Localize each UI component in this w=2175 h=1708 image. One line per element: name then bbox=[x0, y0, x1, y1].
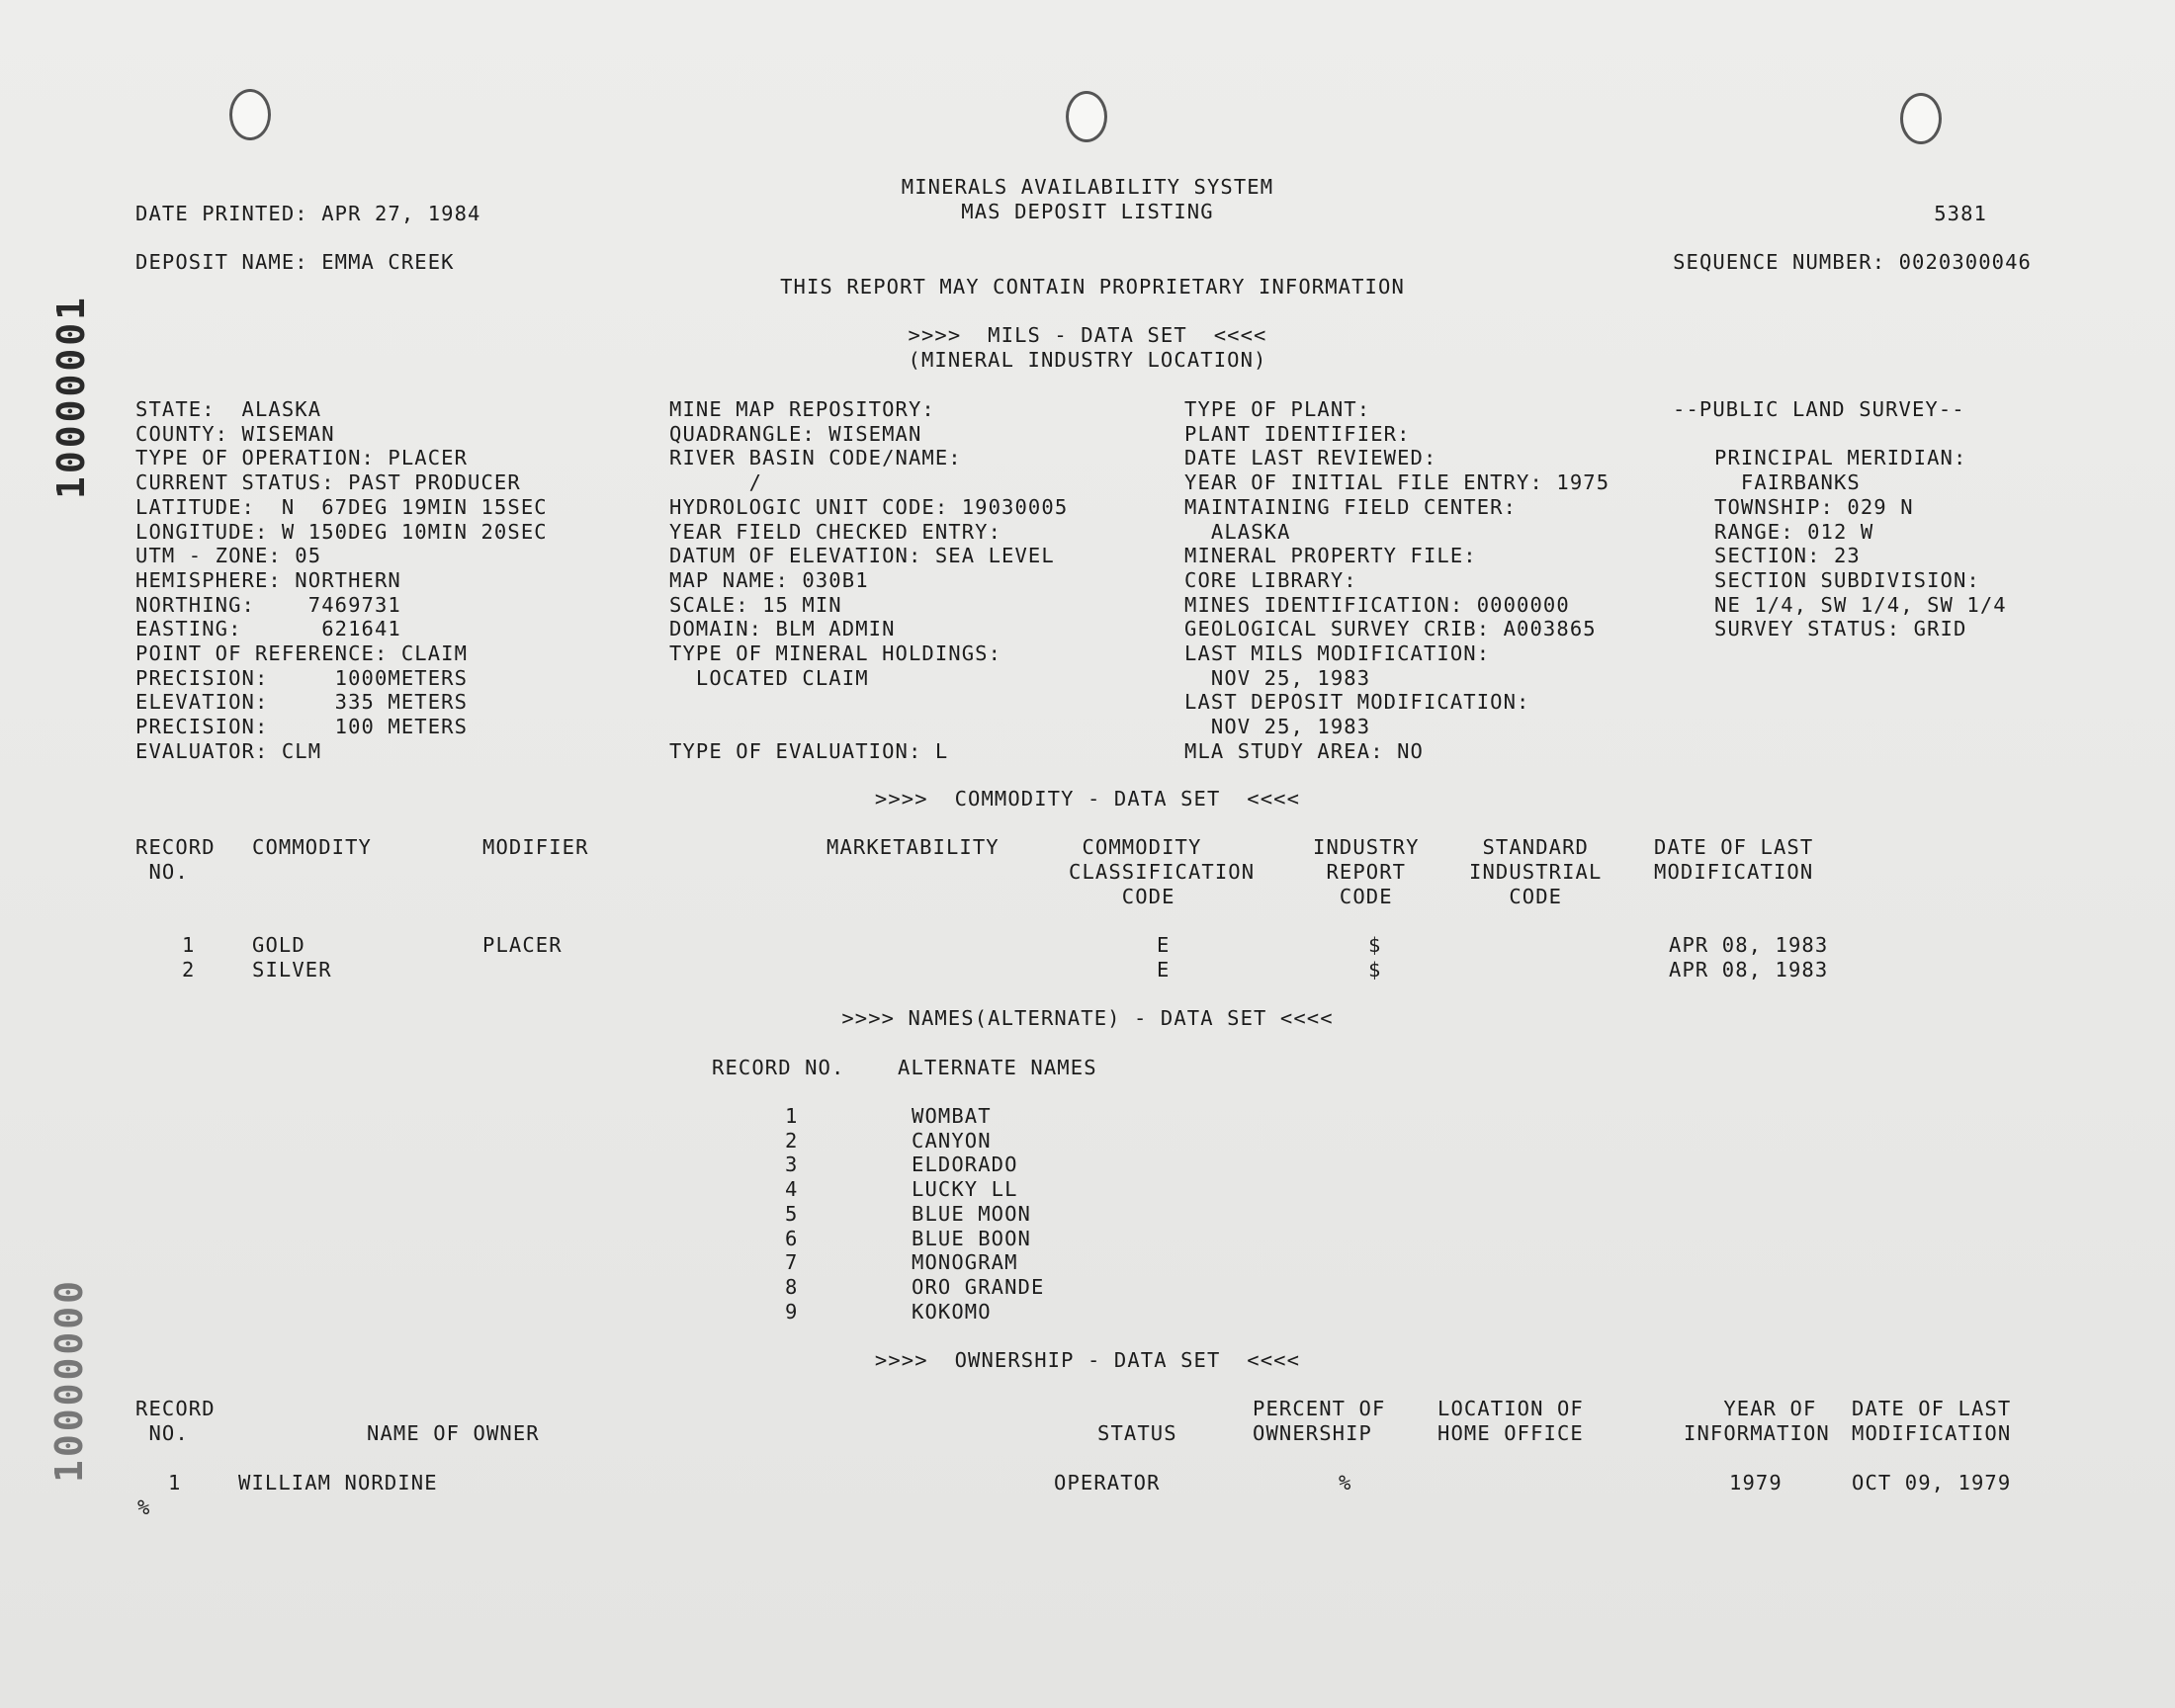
survey-field: TOWNSHIP: 029 N bbox=[1714, 494, 1914, 519]
commodity-name: SILVER bbox=[252, 958, 332, 982]
commodity-industry: $ bbox=[1368, 933, 1382, 957]
survey-field: SECTION: 23 bbox=[1714, 544, 1861, 568]
mils-field: YEAR FIELD CHECKED ENTRY: bbox=[669, 519, 1002, 544]
alternate-name: KOKOMO bbox=[912, 1300, 992, 1324]
name-record: 4 bbox=[785, 1177, 799, 1201]
owner-name: WILLIAM NORDINE bbox=[238, 1471, 438, 1494]
commodity-modifier: PLACER bbox=[482, 933, 563, 957]
ownership-header-record: RECORD NO. bbox=[135, 1397, 216, 1445]
mils-field: MINES IDENTIFICATION: 0000000 bbox=[1184, 592, 1570, 617]
names-heading: >>>> NAMES(ALTERNATE) - DATA SET <<<< bbox=[841, 1006, 1334, 1030]
name-record: 5 bbox=[785, 1202, 799, 1226]
owner-year: 1979 bbox=[1729, 1471, 1783, 1494]
mils-field: LATITUDE: N 67DEG 19MIN 15SEC bbox=[135, 494, 548, 519]
survey-heading: --PUBLIC LAND SURVEY-- bbox=[1673, 397, 1965, 421]
ownership-header-percent: PERCENT OF OWNERSHIP bbox=[1253, 1397, 1386, 1445]
mils-field: MLA STUDY AREA: NO bbox=[1184, 738, 1424, 763]
commodity-header-classification: COMMODITY CLASSIFICATION CODE bbox=[1069, 835, 1256, 908]
mils-field: HYDROLOGIC UNIT CODE: 19030005 bbox=[669, 494, 1069, 519]
mils-field: TYPE OF MINERAL HOLDINGS: bbox=[669, 641, 1002, 665]
ownership-header-date: DATE OF LAST MODIFICATION bbox=[1852, 1397, 2012, 1445]
commodity-date: APR 08, 1983 bbox=[1669, 933, 1829, 957]
mils-field: COUNTY: WISEMAN bbox=[135, 421, 335, 446]
mils-field: MAP NAME: 030B1 bbox=[669, 567, 869, 592]
name-record: 7 bbox=[785, 1250, 799, 1274]
ownership-header-year: YEAR OF INFORMATION bbox=[1684, 1397, 1830, 1445]
punch-hole-right bbox=[1900, 93, 1942, 144]
mils-field: LOCATED CLAIM bbox=[669, 665, 869, 690]
mils-field: STATE: ALASKA bbox=[135, 397, 322, 421]
alternate-name: ELDORADO bbox=[912, 1153, 1018, 1176]
name-record: 9 bbox=[785, 1300, 799, 1324]
owner-date: OCT 09, 1979 bbox=[1852, 1471, 2012, 1494]
owner-status: OPERATOR bbox=[1054, 1471, 1161, 1494]
mils-field: DOMAIN: BLM ADMIN bbox=[669, 617, 896, 641]
name-record: 8 bbox=[785, 1275, 799, 1299]
mils-field: SCALE: 15 MIN bbox=[669, 592, 842, 617]
mils-subheading: (MINERAL INDUSTRY LOCATION) bbox=[908, 348, 1267, 372]
proprietary-notice: THIS REPORT MAY CONTAIN PROPRIETARY INFORMATION bbox=[780, 275, 1405, 299]
mils-field: HEMISPHERE: NORTHERN bbox=[135, 567, 401, 592]
mils-field: GEOLOGICAL SURVEY CRIB: A003865 bbox=[1184, 617, 1597, 641]
mils-field: NOV 25, 1983 bbox=[1184, 715, 1371, 739]
mils-field: RIVER BASIN CODE/NAME: bbox=[669, 446, 962, 470]
survey-field: FAIRBANKS bbox=[1714, 470, 1861, 495]
mils-field: LONGITUDE: W 150DEG 10MIN 20SEC bbox=[135, 519, 548, 544]
commodity-classification: E bbox=[1157, 933, 1171, 957]
survey-field: PRINCIPAL MERIDIAN: bbox=[1714, 446, 1967, 470]
commodity-record: 1 bbox=[182, 933, 196, 957]
margin-number-bottom: 10000000 bbox=[47, 1277, 91, 1483]
mils-field: EASTING: 621641 bbox=[135, 617, 401, 641]
mils-field: TYPE OF PLANT: bbox=[1184, 397, 1371, 421]
mils-field: PRECISION: 100 METERS bbox=[135, 715, 469, 739]
sequence-number: SEQUENCE NUMBER: 0020300046 bbox=[1673, 250, 2032, 274]
deposit-name: DEPOSIT NAME: EMMA CREEK bbox=[135, 250, 455, 274]
survey-field: SURVEY STATUS: GRID bbox=[1714, 617, 1967, 641]
ownership-header-location: LOCATION OF HOME OFFICE bbox=[1437, 1397, 1584, 1445]
mils-field: EVALUATOR: CLM bbox=[135, 738, 322, 763]
mils-field: ELEVATION: 335 METERS bbox=[135, 690, 469, 715]
margin-number-top: 10000001 bbox=[49, 294, 93, 499]
alternate-name: CANYON bbox=[912, 1129, 992, 1153]
mils-field: CORE LIBRARY: bbox=[1184, 567, 1357, 592]
name-record: 1 bbox=[785, 1104, 799, 1128]
mils-field: PLANT IDENTIFIER: bbox=[1184, 421, 1411, 446]
owner-record: 1 bbox=[168, 1471, 182, 1494]
alternate-name: BLUE MOON bbox=[912, 1202, 1031, 1226]
commodity-header-industry: INDUSTRY REPORT CODE bbox=[1313, 835, 1420, 908]
commodity-industry: $ bbox=[1368, 958, 1382, 982]
ownership-header-name: NAME OF OWNER bbox=[367, 1421, 540, 1445]
commodity-name: GOLD bbox=[252, 933, 305, 957]
date-printed: DATE PRINTED: APR 27, 1984 bbox=[135, 202, 481, 225]
name-record: 2 bbox=[785, 1129, 799, 1153]
mils-field: MAINTAINING FIELD CENTER: bbox=[1184, 494, 1518, 519]
commodity-header-commodity: COMMODITY bbox=[252, 835, 372, 859]
mils-field: LAST MILS MODIFICATION: bbox=[1184, 641, 1491, 665]
ownership-heading: >>>> OWNERSHIP - DATA SET <<<< bbox=[874, 1348, 1301, 1372]
names-header-name: ALTERNATE NAMES bbox=[898, 1056, 1097, 1079]
name-record: 6 bbox=[785, 1227, 799, 1250]
mils-heading: >>>> MILS - DATA SET <<<< bbox=[908, 323, 1267, 347]
ownership-header-status: STATUS bbox=[1097, 1421, 1177, 1445]
alternate-name: ORO GRANDE bbox=[912, 1275, 1045, 1299]
commodity-record: 2 bbox=[182, 958, 196, 982]
report-subtitle: MAS DEPOSIT LISTING bbox=[961, 200, 1214, 223]
mils-field: PRECISION: 1000METERS bbox=[135, 665, 469, 690]
owner-percent: % bbox=[1339, 1471, 1352, 1494]
mils-field: LAST DEPOSIT MODIFICATION: bbox=[1184, 690, 1530, 715]
mils-field: QUADRANGLE: WISEMAN bbox=[669, 421, 922, 446]
mils-field: MINERAL PROPERTY FILE: bbox=[1184, 544, 1477, 568]
mils-field: CURRENT STATUS: PAST PRODUCER bbox=[135, 470, 521, 495]
report-title: MINERALS AVAILABILITY SYSTEM bbox=[901, 175, 1274, 199]
footer-mark: % bbox=[137, 1495, 151, 1519]
names-header-record: RECORD NO. bbox=[712, 1056, 845, 1079]
mils-field: DATUM OF ELEVATION: SEA LEVEL bbox=[669, 544, 1055, 568]
mils-field: DATE LAST REVIEWED: bbox=[1184, 446, 1437, 470]
mils-field: / bbox=[669, 470, 763, 495]
alternate-name: MONOGRAM bbox=[912, 1250, 1018, 1274]
mils-field: TYPE OF EVALUATION: L bbox=[669, 738, 949, 763]
commodity-classification: E bbox=[1157, 958, 1171, 982]
commodity-header-marketability: MARKETABILITY bbox=[826, 835, 1000, 859]
mils-field: NORTHING: 7469731 bbox=[135, 592, 401, 617]
survey-field: NE 1/4, SW 1/4, SW 1/4 bbox=[1714, 592, 2007, 617]
commodity-header-modifier: MODIFIER bbox=[482, 835, 589, 859]
mils-field: NOV 25, 1983 bbox=[1184, 665, 1371, 690]
commodity-date: APR 08, 1983 bbox=[1669, 958, 1829, 982]
alternate-name: WOMBAT bbox=[912, 1104, 992, 1128]
punch-hole-center bbox=[1066, 91, 1107, 142]
commodity-header-sic: STANDARD INDUSTRIAL CODE bbox=[1469, 835, 1603, 908]
mils-field: YEAR OF INITIAL FILE ENTRY: 1975 bbox=[1184, 470, 1610, 495]
mils-field: ALASKA bbox=[1184, 519, 1291, 544]
commodity-heading: >>>> COMMODITY - DATA SET <<<< bbox=[874, 787, 1301, 811]
mils-field: MINE MAP REPOSITORY: bbox=[669, 397, 935, 421]
mils-field: TYPE OF OPERATION: PLACER bbox=[135, 446, 469, 470]
survey-field: SECTION SUBDIVISION: bbox=[1714, 567, 1980, 592]
alternate-name: BLUE BOON bbox=[912, 1227, 1031, 1250]
mils-field: UTM - ZONE: 05 bbox=[135, 544, 322, 568]
commodity-header-record: RECORD NO. bbox=[135, 835, 216, 884]
survey-field: RANGE: 012 W bbox=[1714, 519, 1874, 544]
commodity-header-date: DATE OF LAST MODIFICATION bbox=[1654, 835, 1814, 884]
mils-field: POINT OF REFERENCE: CLAIM bbox=[135, 641, 469, 665]
punch-hole-left bbox=[229, 89, 271, 140]
alternate-name: LUCKY LL bbox=[912, 1177, 1018, 1201]
name-record: 3 bbox=[785, 1153, 799, 1176]
page-number: 5381 bbox=[1934, 202, 1987, 225]
